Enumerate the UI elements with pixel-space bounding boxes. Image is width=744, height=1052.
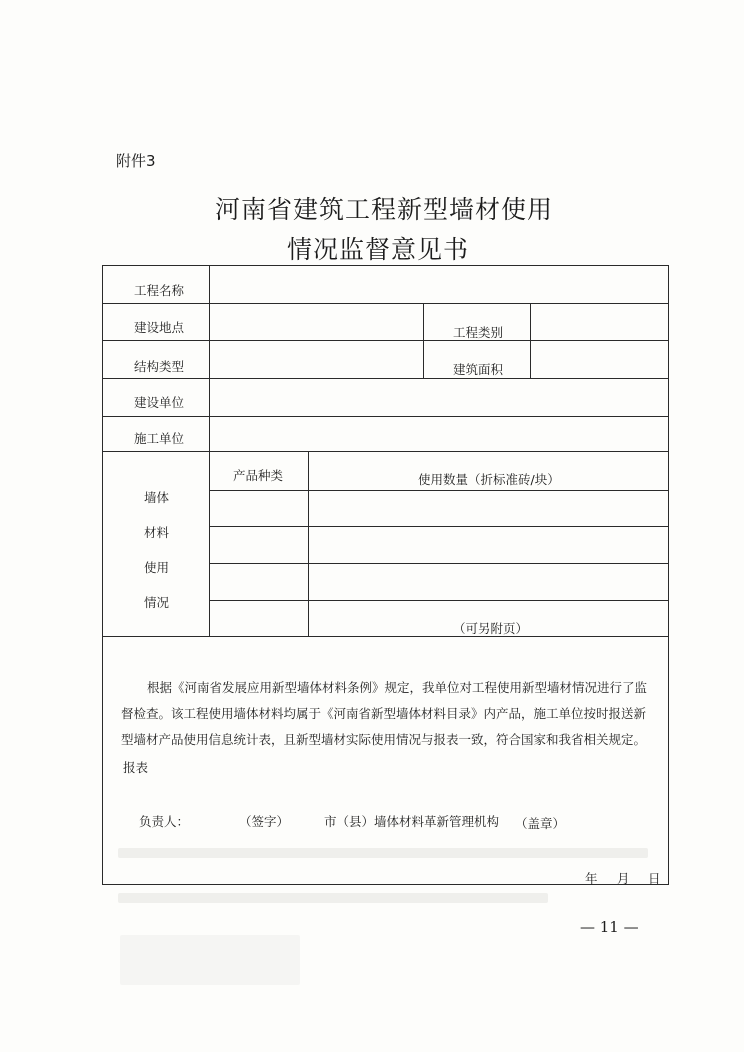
- row-divider: [102, 416, 669, 417]
- row-divider: [102, 451, 669, 452]
- label-project-type: 工程类别: [453, 325, 504, 340]
- page-number: — 11 —: [580, 918, 639, 936]
- column-divider: [423, 303, 424, 378]
- attach-note: （可另附页）: [453, 621, 529, 636]
- row-divider: [209, 563, 669, 564]
- bleed-through-mark: [120, 935, 300, 985]
- document-title-line2: 情况监督意见书: [286, 235, 469, 264]
- label-project-name: 工程名称: [134, 283, 185, 298]
- label-building-area: 建筑面积: [453, 362, 504, 377]
- label-contractor: 施工单位: [134, 431, 185, 446]
- wall-side-label-2: 材料: [144, 525, 170, 540]
- row-divider: [102, 303, 669, 304]
- row-divider: [102, 378, 669, 379]
- wall-side-label-3: 使用: [144, 560, 170, 575]
- agency-label: 市（县）墙体材料革新管理机构: [324, 814, 500, 829]
- row-divider: [102, 340, 669, 341]
- date-month: 月: [617, 871, 630, 886]
- opinion-text: 根据《河南省发展应用新型墙体材料条例》规定，我单位对工程使用新型墙材情况进行了监督检查。该工程使用墙体材料均属于《河南省新型墙体材料目录》内产品，施工单位按时报送新型墙材产品使用信息统计表，且新型墙材实际使用情况与报表一致，符合国家和我省相关规定。: [121, 680, 648, 747]
- report-label: 报表: [123, 760, 149, 775]
- row-divider: [209, 490, 669, 491]
- row-divider: [209, 526, 669, 527]
- wall-side-label-4: 情况: [144, 595, 170, 610]
- row-divider: [209, 600, 669, 601]
- responsible-label: 负责人：: [139, 814, 190, 829]
- bleed-through-mark: [118, 893, 548, 903]
- label-builder: 建设单位: [134, 395, 185, 410]
- label-location: 建设地点: [134, 320, 185, 335]
- opinion-paragraph: [121, 675, 653, 753]
- date-year: 年: [585, 871, 598, 886]
- label-structure-type: 结构类型: [134, 359, 185, 374]
- date-day: 日: [648, 871, 661, 886]
- row-divider: [102, 636, 669, 637]
- column-divider: [308, 451, 309, 636]
- column-header-quantity: 使用数量（折标准砖/块）: [418, 472, 560, 487]
- column-header-product: 产品种类: [233, 468, 284, 483]
- sign-label: （签字）: [239, 814, 290, 829]
- supervision-form: [102, 265, 669, 885]
- column-divider: [530, 303, 531, 378]
- seal-label: （盖章）: [515, 816, 566, 831]
- wall-side-label-1: 墙体: [144, 490, 170, 505]
- document-title-line1: 河南省建筑工程新型墙材使用: [214, 195, 553, 224]
- column-divider: [209, 265, 210, 636]
- bleed-through-mark: [118, 848, 648, 858]
- annex-label: 附件3: [116, 152, 156, 170]
